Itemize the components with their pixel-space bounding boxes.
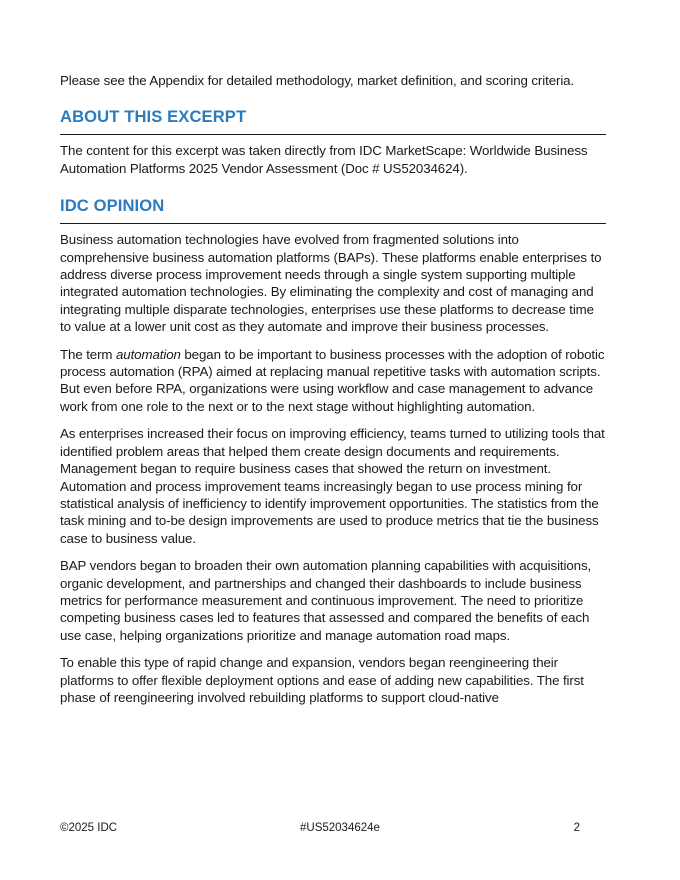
paragraph: Business automation technologies have evolved from fragmented solutions into comprehensive business automation platforms (BAPs). These platforms enable enterprises to address diverse process improvement needs through a single system supporting multiple integrated automation technologies. By eliminating the complexity and cost of managing and integrating multiple disparate technologies, enterprises use these platforms to decrease time to value at a lower unit cost as they automate and improve their business processes.: [60, 232, 602, 335]
footer-page-number: 2: [573, 822, 580, 834]
footer-doc-number: #US52034624e: [300, 822, 380, 834]
emphasized-term: automation: [116, 346, 181, 362]
paragraph: As enterprises increased their focus on improving efficiency, teams turned to utilizing tools that identified problem areas that helped them create design documents and requirements. Management began to require business cases that showed the return on investment. Automation and process improvement teams increasingly began to use process mining for statistical analysis of inefficiency to identify improvement opportunities. The statistics from the task mining and to-be design improvements are used to produce metrics that tie the business case to business value.: [60, 426, 605, 546]
paragraph: To enable this type of rapid change and expansion, vendors began reengineering their platforms to offer flexible deployment options and ease of adding new capabilities. The first phase of reengineering involved rebuilding platforms to support cloud-native: [60, 655, 584, 705]
paragraph: The content for this excerpt was taken directly from IDC MarketScape: Worldwide Business Automation Platforms 2025 Vendor Assessment (Doc # US52034624).: [60, 143, 588, 176]
page-footer: [60, 822, 580, 838]
intro-paragraph: Please see the Appendix for detailed methodology, market definition, and scoring criteria.: [60, 73, 575, 88]
paragraph: [60, 346, 606, 416]
paragraph-text: began to be important to business processes with the adoption of robotic process automation (RPA) aimed at replacing manual repetitive tasks with automation scripts. But even before RPA, organizations were using workflow and case management to advance work from one role to the next or to the next stage without highlighting automation.: [60, 346, 605, 414]
footer-copyright: ©2025 IDC: [60, 822, 118, 834]
section-heading-about-excerpt: ABOUT THIS EXCERPT: [60, 106, 606, 135]
section-heading-idc-opinion: IDC OPINION: [60, 195, 606, 224]
paragraph: BAP vendors began to broaden their own automation planning capabilities with acquisitions, organic development, and partnerships and changed their dashboards to include business metrics for performance measurement and continuous improvement. The need to prioritize competing business cases led to features that assessed and compared the benefits of each use case, helping organizations prioritize and manage automation road maps.: [60, 558, 592, 643]
section-body-about-excerpt: [60, 135, 606, 177]
document-page: [60, 72, 606, 716]
paragraph-text: The term: [60, 346, 116, 362]
section-body-idc-opinion: [60, 224, 606, 706]
